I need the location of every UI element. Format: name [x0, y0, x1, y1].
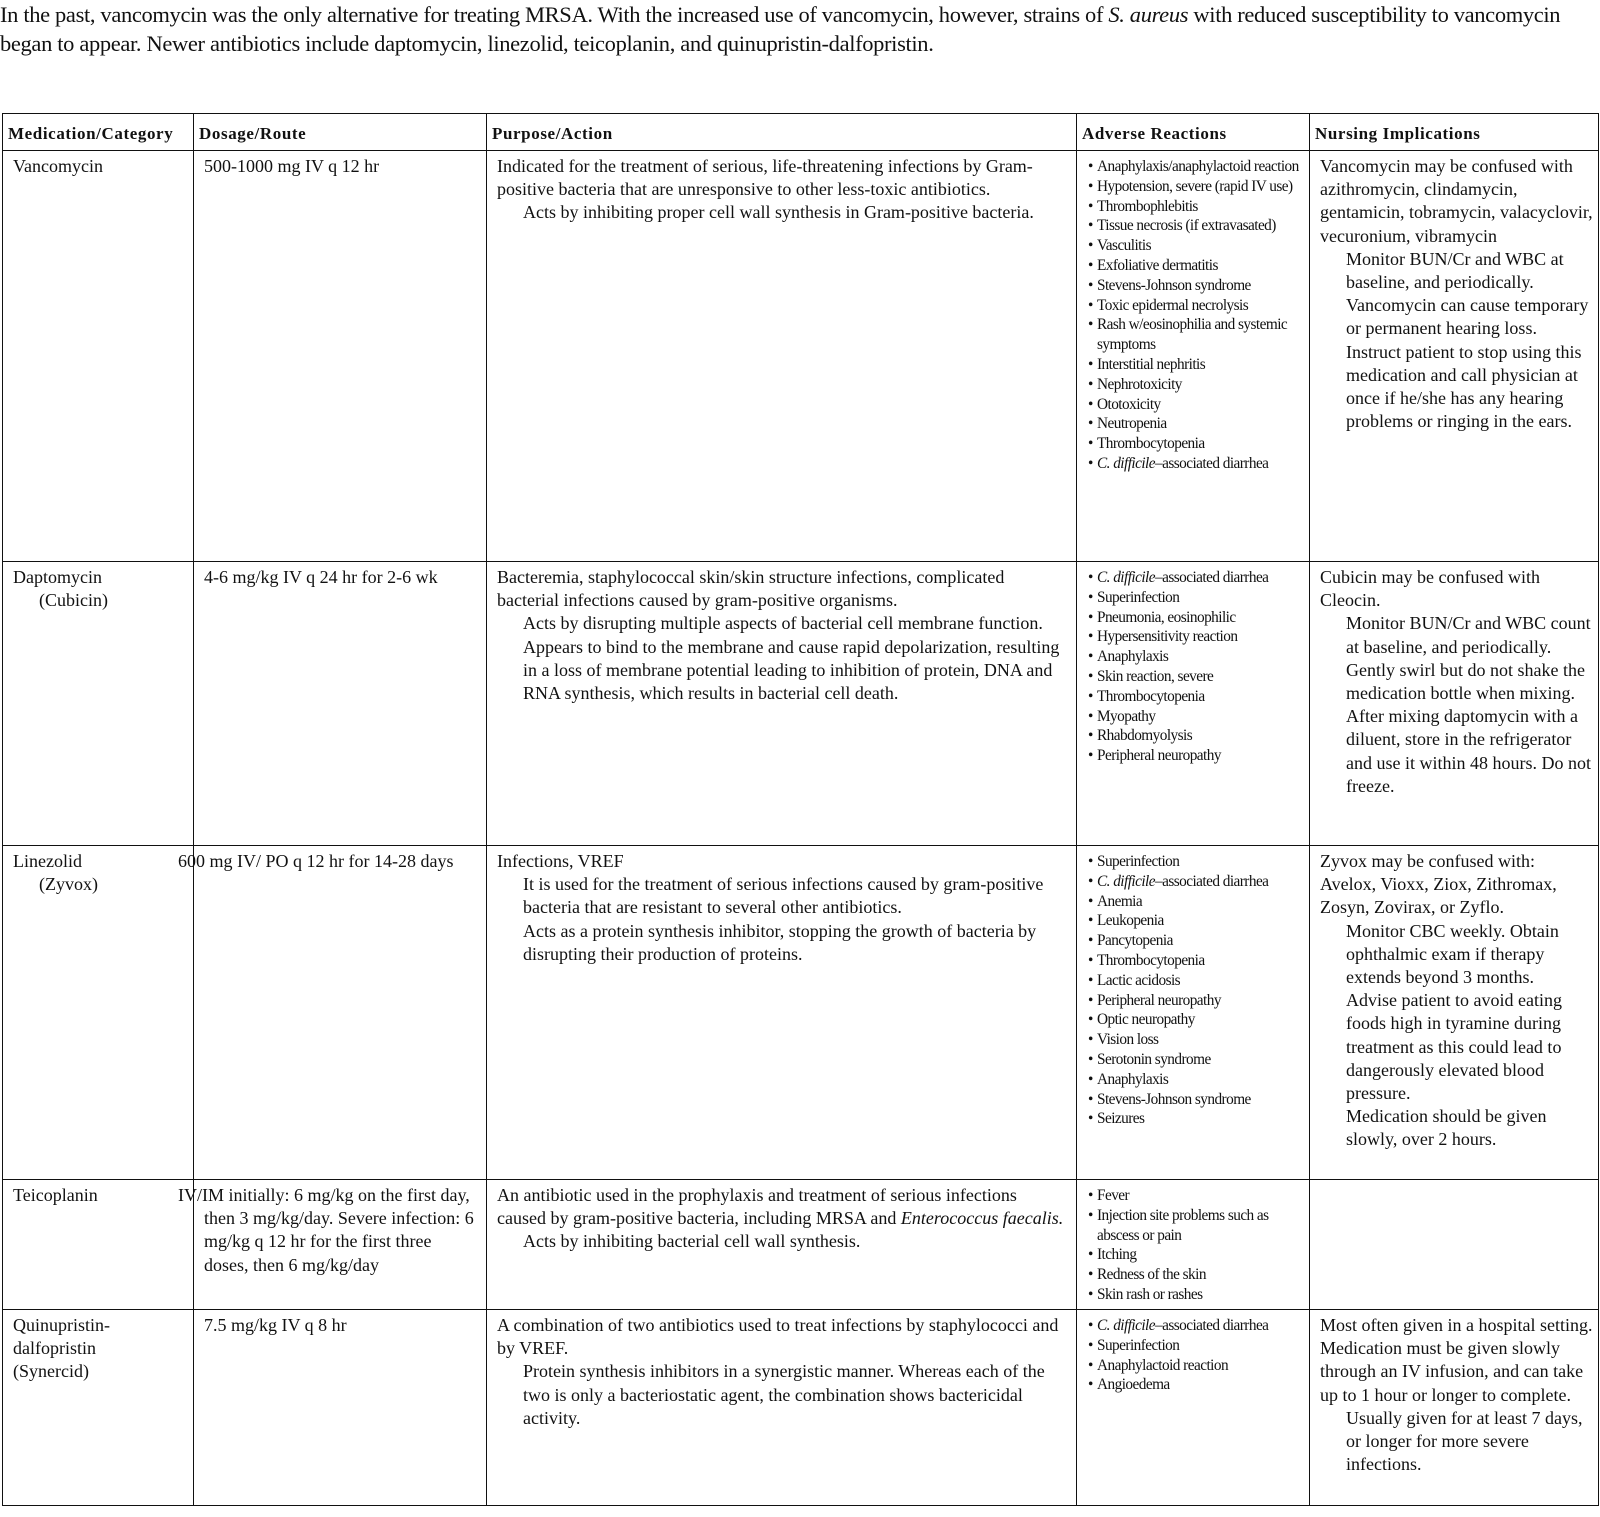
list-item: • Anaphylactoid reaction: [1087, 1356, 1305, 1376]
list-item: • Exfoliative dermatitis: [1087, 256, 1305, 276]
list-item: • Skin reaction, severe: [1087, 667, 1305, 687]
nursing-cell: Vancomycin may be confused with azithromycin, clindamycin, gentamicin, tobramycin, valacyclovir, vecuronium, vibramycin Monitor BUN/Cr and WBC at baseline, and periodically. Vancomycin can cause temporary or permanent hearing loss. Instruct patient to stop using this medication and call physician at once if he/she has any hearing problems or ringing in the ears.: [1310, 151, 1599, 562]
list-item: • Pancytopenia: [1087, 931, 1305, 951]
purpose-cell: Indicated for the treatment of serious, life-threatening infections by Gram-positive bacteria that are unresponsive to other less-toxic antibiotics. Acts by inhibiting proper cell wall synthesis in Gram-positive bacteria.: [487, 151, 1077, 562]
list-item: • Peripheral neuropathy: [1087, 991, 1305, 1011]
list-item: • Seizures: [1087, 1109, 1305, 1129]
list-item: • Nephrotoxicity: [1087, 375, 1305, 395]
table-header-row: [3, 114, 1599, 151]
list-item: • Angioedema: [1087, 1375, 1305, 1395]
dosage-cell: 500-1000 mg IV q 12 hr: [194, 151, 487, 562]
list-item: • Serotonin syndrome: [1087, 1050, 1305, 1070]
list-item: • Neutropenia: [1087, 414, 1305, 434]
list-item: • Anaphylaxis/anaphylactoid reaction: [1087, 157, 1305, 177]
list-item: • Hypotension, severe (rapid IV use): [1087, 177, 1305, 197]
list-item: • Skin rash or rashes: [1087, 1285, 1305, 1305]
table-row-daptomycin: [3, 562, 1599, 846]
list-item: • Interstitial nephritis: [1087, 355, 1305, 375]
list-item: • Toxic epidermal necrolysis: [1087, 296, 1305, 316]
intro-species: S. aureus: [1108, 2, 1189, 27]
list-item: • Superinfection: [1087, 1336, 1305, 1356]
purpose-cell: Bacteremia, staphylococcal skin/skin structure infections, complicated bacterial infections caused by gram-positive organisms. Acts by disrupting multiple aspects of bacterial cell membrane function. Appears to bind to the membrane and cause rapid depolarization, resulting in a loss of membrane potential leading to inhibition of protein, DNA and RNA synthesis, which results in bacterial cell death.: [487, 562, 1077, 846]
list-item: • Stevens-Johnson syndrome: [1087, 1090, 1305, 1110]
list-item: • Peripheral neuropathy: [1087, 746, 1305, 766]
intro-text-end: with reduced susceptibility to vancomycin began to appear. Newer antibiotics include daptomycin, linezolid, teicoplanin, and quinupristin-dalfopristin.: [0, 2, 1561, 56]
list-item: • Vasculitis: [1087, 236, 1305, 256]
list-item: • Superinfection: [1087, 588, 1305, 608]
brand-name: (Zyvox): [39, 874, 98, 895]
purpose-cell: Infections, VREF It is used for the treatment of serious infections caused by gram-positive bacteria that are resistant to several other antibiotics. Acts as a protein synthesis inhibitor, stopping the growth of bacteria by disrupting their production of proteins.: [487, 846, 1077, 1180]
adverse-list: [1087, 1316, 1305, 1395]
header-adverse: Adverse Reactions: [1077, 114, 1310, 151]
list-item: • Rash w/eosinophilia and systemic symptoms: [1087, 315, 1305, 355]
brand-name: (Synercid): [13, 1361, 89, 1382]
medication-cell: Teicoplanin: [3, 1180, 194, 1310]
list-item: • Anemia: [1087, 892, 1305, 912]
species-name: Enterococcus faecalis.: [900, 1208, 1064, 1229]
purpose-cell: An antibiotic used in the prophylaxis and treatment of serious infections caused by gram-positive bacteria, including MRSA and Enterococcus faecalis. Acts by inhibiting bacterial cell wall synthesis.: [487, 1180, 1077, 1310]
table-row-quinupristin: [3, 1310, 1599, 1506]
adverse-cell: [1077, 151, 1310, 562]
brand-name: (Cubicin): [39, 590, 108, 611]
list-item: • Redness of the skin: [1087, 1265, 1305, 1285]
adverse-cell: [1077, 1180, 1310, 1310]
adverse-cell: [1077, 846, 1310, 1180]
list-item: • C. difficile–associated diarrhea: [1087, 872, 1305, 892]
dosage-cell: 600 mg IV/ PO q 12 hr for 14-28 days: [194, 846, 487, 1180]
table-row-linezolid: [3, 846, 1599, 1180]
adverse-cell: [1077, 1310, 1310, 1506]
nursing-cell: Zyvox may be confused with: Avelox, Vioxx, Ziox, Zithromax, Zosyn, Zovirax, or Zyflo. Monitor CBC weekly. Obtain ophthalmic exam if therapy extends beyond 3 months. Advise patient to avoid eating foods high in tyramine during treatment as this could lead to dangerously elevated blood pressure. Medication should be given slowly, over 2 hours.: [1310, 846, 1599, 1180]
list-item: • Hypersensitivity reaction: [1087, 627, 1305, 647]
list-item: • Thrombophlebitis: [1087, 197, 1305, 217]
header-medication: Medication/Category: [3, 114, 194, 151]
header-dosage: Dosage/Route: [194, 114, 487, 151]
purpose-cell: A combination of two antibiotics used to treat infections by staphylococci and by VREF. Protein synthesis inhibitors in a synergistic manner. Whereas each of the two is only a bacteriostatic agent, the combination shows bactericidal activity.: [487, 1310, 1077, 1506]
list-item: • Myopathy: [1087, 707, 1305, 727]
list-item: • Pneumonia, eosinophilic: [1087, 608, 1305, 628]
nursing-cell: [1310, 1180, 1599, 1310]
list-item: • Injection site problems such as abscess or pain: [1087, 1206, 1305, 1246]
list-item: • Optic neuropathy: [1087, 1010, 1305, 1030]
dosage-cell: IV/IM initially: 6 mg/kg on the first day, then 3 mg/kg/day. Severe infection: 6 mg/kg q 12 hr for the first three doses, then 6 mg/kg/day: [194, 1180, 487, 1310]
list-item: • Itching: [1087, 1245, 1305, 1265]
dosage-cell: 4-6 mg/kg IV q 24 hr for 2-6 wk: [194, 562, 487, 846]
list-item: • Stevens-Johnson syndrome: [1087, 276, 1305, 296]
adverse-list: [1087, 568, 1305, 766]
dosage-cell: 7.5 mg/kg IV q 8 hr: [194, 1310, 487, 1506]
list-item: • Tissue necrosis (if extravasated): [1087, 216, 1305, 236]
header-nursing: Nursing Implications: [1310, 114, 1599, 151]
nursing-cell: Most often given in a hospital setting. Medication must be given slowly through an IV infusion, and can take up to 1 hour or longer to complete. Usually given for at least 7 days, or longer for more severe infections.: [1310, 1310, 1599, 1506]
intro-paragraph: [0, 0, 1596, 58]
intro-text-start: In the past, vancomycin was the only alternative for treating MRSA. With the increased use of vancomycin, however, strains of: [0, 2, 1109, 27]
list-item: • Rhabdomyolysis: [1087, 726, 1305, 746]
list-item: • Anaphylaxis: [1087, 1070, 1305, 1090]
medication-cell: Quinupristin-dalfopristin (Synercid): [3, 1310, 194, 1506]
list-item: • Superinfection: [1087, 852, 1305, 872]
medication-cell: Linezolid (Zyvox): [3, 846, 194, 1180]
list-item: • Anaphylaxis: [1087, 647, 1305, 667]
list-item: • Fever: [1087, 1186, 1305, 1206]
medication-cell: Vancomycin: [3, 151, 194, 562]
list-item: • Thrombocytopenia: [1087, 687, 1305, 707]
adverse-list: [1087, 852, 1305, 1129]
header-purpose: Purpose/Action: [487, 114, 1077, 151]
list-item: • Lactic acidosis: [1087, 971, 1305, 991]
list-item: • Thrombocytopenia: [1087, 951, 1305, 971]
table-row-vancomycin: [3, 151, 1599, 562]
list-item: • C. difficile–associated diarrhea: [1087, 568, 1305, 588]
list-item: • C. difficile–associated diarrhea: [1087, 1316, 1305, 1336]
adverse-list: [1087, 1186, 1305, 1305]
medication-cell: Daptomycin (Cubicin): [3, 562, 194, 846]
adverse-cell: [1077, 562, 1310, 846]
table-row-teicoplanin: [3, 1180, 1599, 1310]
list-item: • Leukopenia: [1087, 911, 1305, 931]
list-item: • Ototoxicity: [1087, 395, 1305, 415]
list-item: • Vision loss: [1087, 1030, 1305, 1050]
antibiotics-table: [2, 113, 1599, 1506]
list-item: • C. difficile–associated diarrhea: [1087, 454, 1305, 474]
nursing-cell: Cubicin may be confused with Cleocin. Monitor BUN/Cr and WBC count at baseline, and periodically. Gently swirl but do not shake the medication bottle when mixing. After mixing daptomycin with a diluent, store in the refrigerator and use it within 48 hours. Do not freeze.: [1310, 562, 1599, 846]
adverse-list: [1087, 157, 1305, 474]
list-item: • Thrombocytopenia: [1087, 434, 1305, 454]
